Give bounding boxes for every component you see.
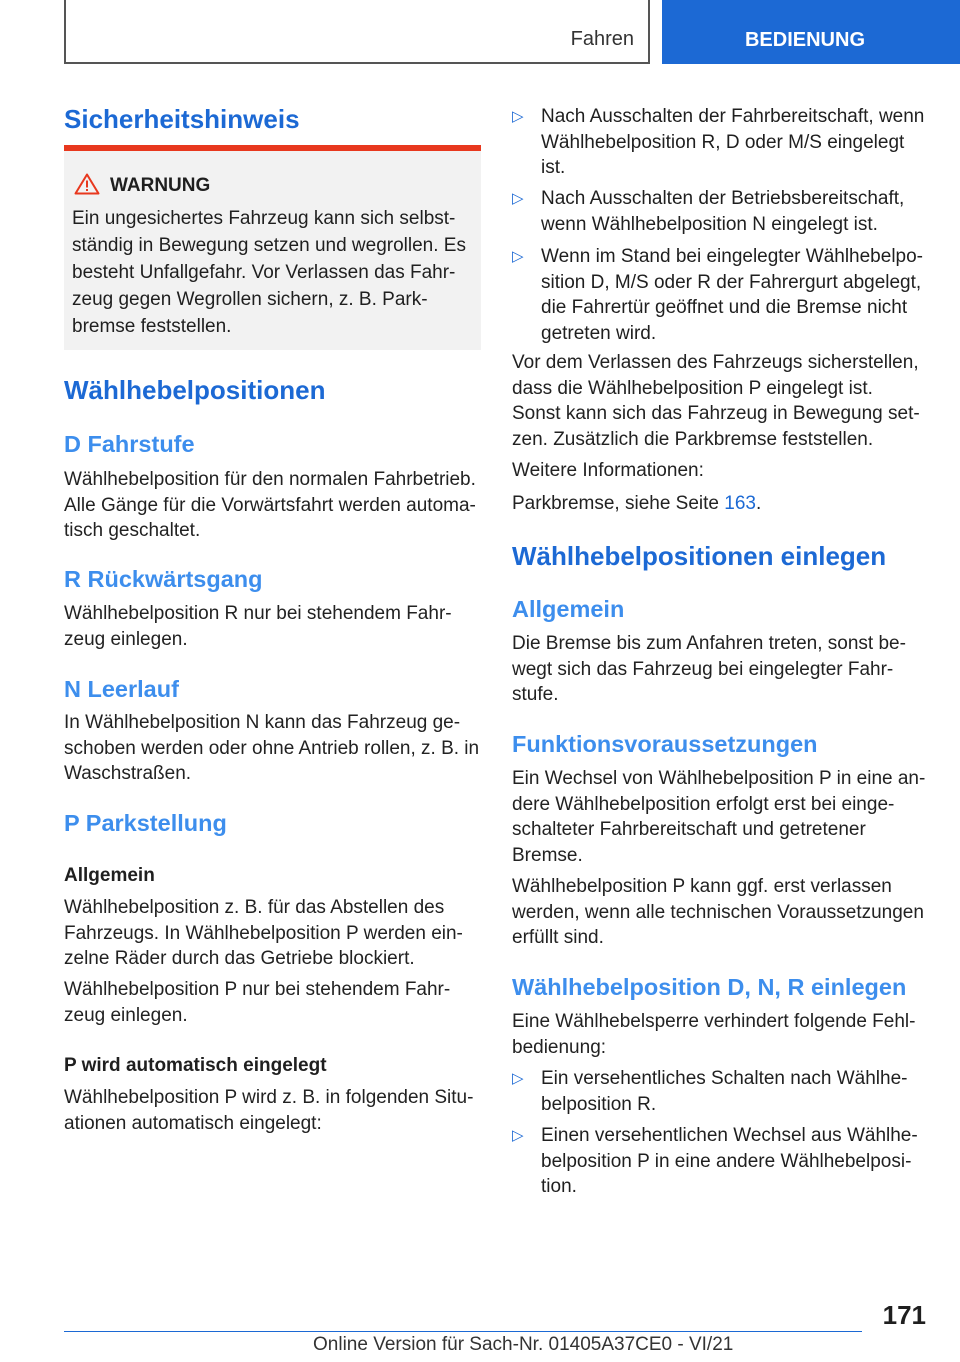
r-heading: R Rückwärtsgang <box>64 566 263 592</box>
text-line: schoben werden oder ohne Antrieb rollen, z. B. in <box>64 737 480 759</box>
text-line: zeug einlegen. <box>64 628 188 650</box>
text-line: belposition R. <box>541 1093 657 1115</box>
more-info-label: Weitere Informationen: <box>512 460 704 481</box>
header-section-title: Fahren <box>570 28 634 50</box>
text-line: getreten wird. <box>541 322 657 344</box>
text-line: Nach Ausschalten der Betriebsbereitschaft, <box>541 188 905 209</box>
text-line: erfüllt sind. <box>512 927 604 948</box>
text-line: werden, wenn alle technischen Voraussetzungen <box>512 901 924 923</box>
func-paragraph <box>512 766 925 868</box>
engage-heading: Wählhebelpositionen einlegen <box>512 541 887 571</box>
p-auto-heading: P wird automatisch eingelegt <box>64 1055 327 1076</box>
bullet-triangle-icon: ▷ <box>512 1127 524 1144</box>
p-auto-paragraph <box>64 1085 473 1136</box>
warning-box <box>64 151 481 350</box>
text-line: ständig in Bewegung setzen und wegrollen. Es <box>72 235 466 256</box>
text-line: Fahrzeugs. In Wählhebelposition P werden ein- <box>64 922 463 944</box>
general-paragraph <box>512 631 906 708</box>
text-line: Waschstraßen. <box>64 763 192 784</box>
header-chapter-tab[interactable] <box>662 0 960 64</box>
text-line: dass die Wählhebelposition P eingelegt ist. <box>512 377 873 399</box>
func-paragraph-2 <box>512 874 924 951</box>
warning-title: WARNUNG <box>110 175 211 196</box>
text-line: zeug gegen Wegrollen sichern, z. B. Park- <box>72 289 428 310</box>
text-line: schalteter Fahrbereitschaft und getretener <box>512 819 866 840</box>
text-line: die Fahrertür geöffnet und die Bremse nicht <box>541 297 908 318</box>
text-line: bedienung: <box>512 1036 607 1058</box>
text-line: Wählhebelposition R nur bei stehendem Fahr- <box>64 603 452 624</box>
text-line: sition D, M/S oder R der Fahrergurt abgelegt, <box>541 271 922 293</box>
p-general-paragraph-2 <box>64 977 450 1028</box>
text-line: Wählhebelposition für den normalen Fahrbetrieb. <box>64 469 476 490</box>
page-number: 171 <box>882 1300 926 1330</box>
text-line: stufe. <box>512 684 559 705</box>
leave-paragraph <box>512 350 920 452</box>
text-line: Vor dem Verlassen des Fahrzeugs sicherstellen, <box>512 352 919 373</box>
text-line: tion. <box>541 1176 577 1197</box>
text-line: Ein Wechsel von Wählhebelposition P in eine an- <box>512 768 926 789</box>
text-line: Wählhebelposition z. B. für das Abstellen des <box>64 897 445 918</box>
text-line: Eine Wählhebelsperre verhindert folgende Fehl- <box>512 1011 916 1032</box>
bullet-triangle-icon: ▷ <box>512 1070 524 1087</box>
text-line: Ein ungesichertes Fahrzeug kann sich selbst- <box>72 208 456 229</box>
text-line: zen. Zusätzlich die Parkbremse feststellen. <box>512 428 874 450</box>
text-line: Bremse. <box>512 844 583 866</box>
reference-suffix: . <box>755 493 762 514</box>
text-line: ationen automatisch eingelegt: <box>64 1112 322 1134</box>
bullet-triangle-icon: ▷ <box>512 108 524 125</box>
footer-version-text: Online Version für Sach-Nr. 01405A37CE0 - VI/21 <box>313 1334 734 1355</box>
header-section-box <box>64 0 650 64</box>
p-general-heading: Allgemein <box>64 865 155 886</box>
warning-triangle-icon <box>74 173 100 195</box>
text-line: Die Bremse bis zum Anfahren treten, sonst be- <box>512 633 906 654</box>
text-line: zeug einlegen. <box>64 1004 188 1026</box>
text-line: besteht Unfallgefahr. Vor Verlassen das Fahr- <box>72 262 456 283</box>
text-line: tisch geschaltet. <box>64 520 201 541</box>
text-line: Wenn im Stand bei eingelegter Wählhebelpo- <box>541 246 923 267</box>
text-line: Wählhebelposition P kann ggf. erst verlassen <box>512 876 892 897</box>
p-heading: P Parkstellung <box>64 810 227 836</box>
text-line: wegt sich das Fahrzeug bei eingelegter Fahr- <box>512 658 894 680</box>
warning-text <box>72 205 466 340</box>
text-line: Nach Ausschalten der Fahrbereitschaft, wenn <box>541 106 925 127</box>
text-line: Einen versehentlichen Wechsel aus Wählhe- <box>541 1125 918 1146</box>
text-line: Wählhebelposition R, D oder M/S eingelegt <box>541 131 905 153</box>
text-line: Ein versehentliches Schalten nach Wählhe- <box>541 1068 908 1089</box>
func-heading: Funktionsvoraussetzungen <box>512 731 818 757</box>
bullet-triangle-icon: ▷ <box>512 190 524 207</box>
header-chapter-label: BEDIENUNG <box>744 29 865 51</box>
page-163-link[interactable]: 163 <box>724 493 756 514</box>
text-line: wenn Wählhebelposition N eingelegt ist. <box>541 213 878 235</box>
text-line: belposition P in eine andere Wählhebelposi- <box>541 1150 912 1172</box>
positions-heading: Wählhebelpositionen <box>64 375 326 405</box>
text-line: bremse feststellen. <box>72 316 232 337</box>
n-paragraph <box>64 710 479 787</box>
parkbremse-reference <box>512 491 761 517</box>
bullet-triangle-icon: ▷ <box>512 248 524 265</box>
text-line: In Wählhebelposition N kann das Fahrzeug ge- <box>64 712 461 733</box>
r-paragraph <box>64 601 452 652</box>
text-line: zelne Räder durch das Getriebe blockiert. <box>64 948 415 969</box>
text-line: Sonst kann sich das Fahrzeug in Bewegung set- <box>512 403 920 424</box>
general-heading: Allgemein <box>512 596 625 622</box>
p-general-paragraph <box>64 895 463 972</box>
dnr-heading: Wählhebelposition D, N, R einlegen <box>512 974 907 1000</box>
text-line: Wählhebelposition P nur bei stehendem Fahr- <box>64 979 451 1000</box>
footer-divider <box>64 1331 862 1332</box>
d-heading: D Fahrstufe <box>64 431 195 457</box>
safety-heading: Sicherheitshinweis <box>64 104 300 134</box>
text-line: ist. <box>541 157 566 178</box>
text-line: Wählhebelposition P wird z. B. in folgenden Situ- <box>64 1087 474 1108</box>
n-heading: N Leerlauf <box>64 676 179 702</box>
text-line: Alle Gänge für die Vorwärtsfahrt werden automa- <box>64 494 476 516</box>
d-paragraph <box>64 467 476 544</box>
text-line: dere Wählhebelposition erfolgt erst bei einge- <box>512 793 895 815</box>
dnr-paragraph <box>512 1009 915 1060</box>
reference-text: Parkbremse, siehe Seite <box>512 493 725 514</box>
